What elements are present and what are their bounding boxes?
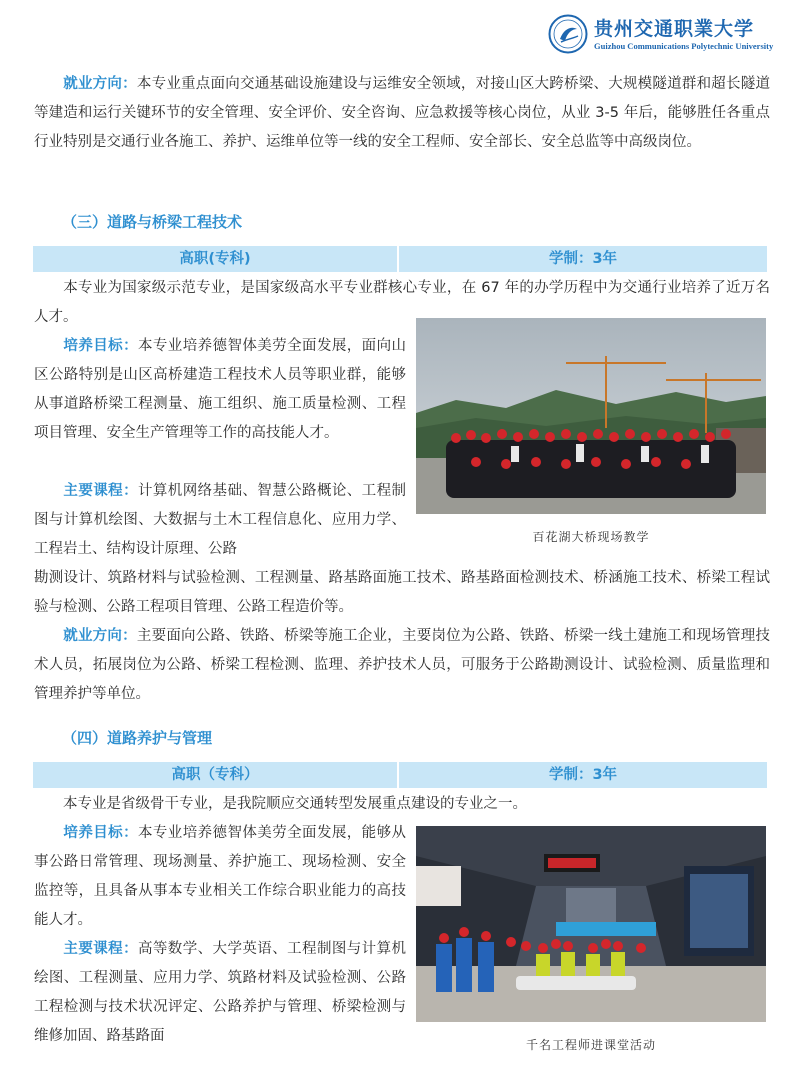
tunnel-photo-caption: 千名工程师进课堂活动 <box>525 1038 656 1052</box>
tunnel-event-photo <box>416 826 766 1022</box>
program-duration: 学制：3年 <box>399 246 767 272</box>
intro-employment-paragraph <box>34 70 770 157</box>
main-courses-paragraph: 主要课程：高等数学、大学英语、工程制图与计算机绘图、工程测量、应用力学、筑路材料及试验检测、公路工程检测与技术状况评定、公路养护与管理、桥梁检测与维修加固、路基路面 <box>34 941 407 1044</box>
bridge-site-photo <box>416 318 766 514</box>
training-goal-label: 培养目标： <box>63 338 138 354</box>
program-intro-paragraph: 本专业是省级骨干专业，是我院顺应交通转型发展重点建设的专业之一。 <box>63 796 527 812</box>
training-goal-label: 培养目标： <box>63 825 138 841</box>
training-goal-paragraph: 培养目标：本专业培养德智体美劳全面发展，能够从事公路日常管理、现场测量、养护施工、现场检测、安全监控等，且具备从事本专业相关工作综合职业能力的高技能人才。 <box>34 825 407 928</box>
main-courses-label: 主要课程： <box>63 483 138 499</box>
main-courses-label: 主要课程： <box>63 941 138 957</box>
training-goal-paragraph: 培养目标：本专业培养德智体美劳全面发展，面向山区公路特别是山区高桥建造工程技术人员等职业群，能够从事道路桥梁工程测量、施工组织、施工质量检测、工程项目管理、安全生产管理等工作的高技能人才。 <box>34 338 407 441</box>
university-emblem-icon <box>548 14 588 54</box>
program-level: 高职（专科） <box>33 762 397 788</box>
employment-label: 就业方向： <box>63 628 137 644</box>
employment-label: 就业方向： <box>63 76 137 92</box>
university-logo <box>548 12 778 62</box>
university-name-cn: 贵州交通职業大学 <box>594 18 755 40</box>
program-level: 高职(专科) <box>33 246 397 272</box>
program-intro-paragraph: 本专业为国家级示范专业，是国家级高水平专业群核心专业，在 67 年的办学历程中为交通行业培养了近万名人才。 <box>34 280 770 325</box>
bridge-photo-caption: 百花湖大桥现场教学 <box>532 530 650 544</box>
section-title: （三）道路与桥梁工程技术 <box>62 213 243 231</box>
program-duration: 学制：3年 <box>399 762 767 788</box>
employment-text: 本专业重点面向交通基础设施建设与运维安全领域，对接山区大跨桥梁、大规模隧道群和超长隧道等建造和运行关键环节的安全管理、安全评价、安全咨询、应急救援等核心岗位，从业 3-5 年后，能够胜任各重点行业特别是交通行业各施工、养护、运维单位等一线的安全工程师、安全部长、安全总监等中高级岗位。 <box>34 76 770 150</box>
program-info-bar <box>33 246 767 272</box>
program-info-bar <box>33 762 767 788</box>
main-courses-paragraph: 主要课程：计算机网络基础、智慧公路概论、工程制图与计算机绘图、大数据与土木工程信息化、应用力学、工程岩土、结构设计原理、公路 <box>34 483 407 557</box>
main-courses-continued: 勘测设计、筑路材料与试验检测、工程测量、路基路面施工技术、路基路面检测技术、桥涵施工技术、桥梁工程试验与检测、公路工程项目管理、公路工程造价等。 <box>34 570 770 615</box>
employment-paragraph: 就业方向：主要面向公路、铁路、桥梁等施工企业，主要岗位为公路、铁路、桥梁一线土建施工和现场管理技术人员，拓展岗位为公路、桥梁工程检测、监理、养护技术人员，可服务于公路勘测设计、试验检测、质量监理和管理养护等单位。 <box>34 628 770 702</box>
university-name-en: Guizhou Communications Polytechnic University <box>594 41 774 51</box>
section-title: （四）道路养护与管理 <box>62 729 213 747</box>
